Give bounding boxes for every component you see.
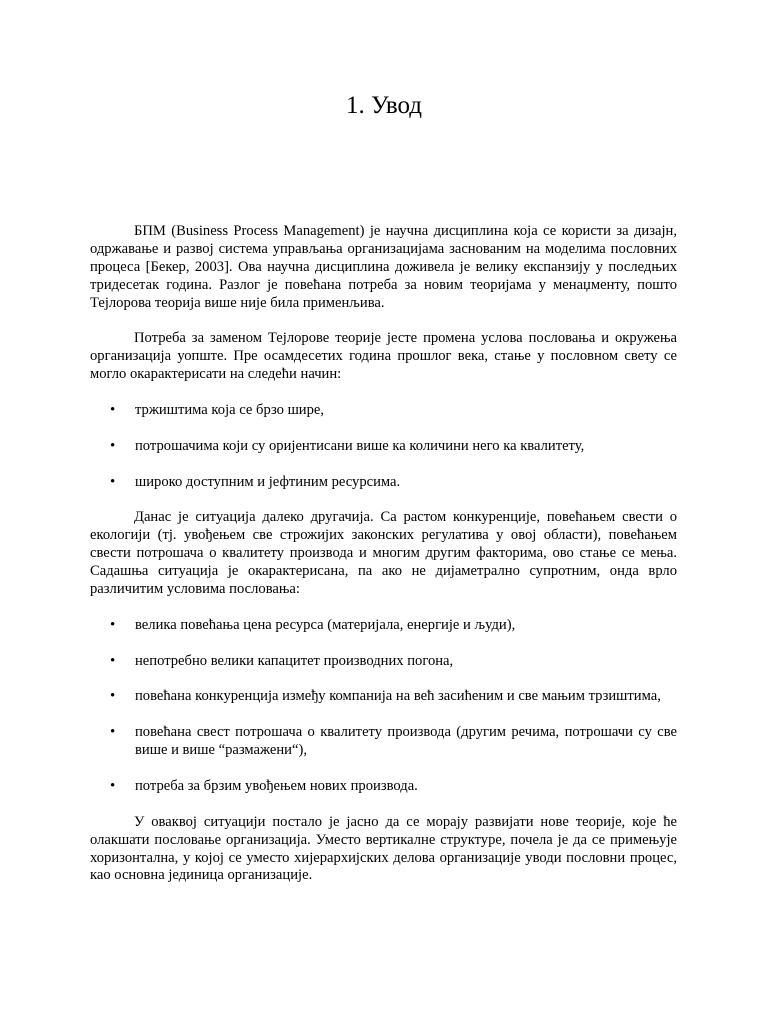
list-item-text: повећана свест потрошача о квалитету производа (другим речима, потрошачи су све више и више “размажени“), (135, 724, 677, 759)
list-item (90, 778, 677, 796)
present-conditions-list (90, 617, 677, 796)
paragraph-present-conditions: Данас је ситуација далеко другачија. Са растом конкуренције, повећањем свести о екологији (тј. увођењем све строжијих законских регулатива у овој области), повећањем свести потрошача о квалитету производа и многим другим факторима, ово стање се мења. Садашња ситуација је окарактерисана, па ако не дијаметрално супротним, онда врло различитим условима пословања: (90, 509, 677, 598)
list-item (90, 402, 677, 420)
bullet-icon: • (110, 688, 116, 705)
paragraph-intro: БПМ (Business Process Management) је научна дисциплина која се користи за дизајн, одржавање и развој система управљања организацијама заснованим на моделима пословних процеса [Бекер, 2003]. Ова научна дисциплина доживела је велику експанзију у последњих тридесетак година. Разлог је повећана потреба за новим теоријама у менаџменту, пошто Тејлорова теорија више није била применљива. (90, 223, 677, 311)
paragraph-conclusion: У оваквој ситуацији постало је јасно да се морају развијати нове теорије, које ће олакшати пословање организација. Уместо вертикалне структуре, почела је да се примењује хоризонтална, у којој се уместо хијерархијских делова организације уводи пословни процес, као основна јединица организације. (90, 813, 677, 884)
document-body (90, 223, 677, 903)
list-item (90, 617, 677, 635)
bullet-icon: • (110, 652, 116, 669)
list-item-text: тржиштима која се брзо шире, (135, 402, 325, 419)
paragraph-past-conditions: Потреба за заменом Тејлорове теорије јесте промена услова пословања и окружења организација уопште. Пре осамдесетих година прошлог века, стање у пословном свету се могло окарактерисати на следећи начин: (90, 330, 677, 383)
list-item-text: велика повећања цена ресурса (материјала, енергије и људи), (135, 616, 516, 633)
list-item-text: потреба за брзим увођењем нових производа. (135, 777, 418, 794)
list-item (90, 724, 677, 760)
list-item-text: потрошачима који су оријентисани више ка количини него ка квалитету, (135, 437, 585, 454)
list-item-text: непотребно велики капацитет производних погона, (135, 652, 454, 669)
bullet-icon: • (110, 473, 116, 490)
list-item (90, 474, 677, 492)
list-item (90, 653, 677, 671)
page-title: 1. Увод (345, 92, 422, 119)
bullet-icon: • (110, 777, 116, 794)
past-conditions-list (90, 402, 677, 492)
bullet-icon: • (110, 437, 116, 454)
list-item (90, 688, 677, 706)
list-item (90, 438, 677, 456)
list-item-text: широко доступним и јефтиним ресурсима. (135, 473, 401, 490)
bullet-icon: • (110, 616, 116, 633)
bullet-icon: • (110, 402, 116, 419)
bullet-icon: • (110, 724, 116, 741)
list-item-text: повећана конкуренција између компанија на већ засићеним и све мањим трзиштима, (135, 688, 661, 705)
